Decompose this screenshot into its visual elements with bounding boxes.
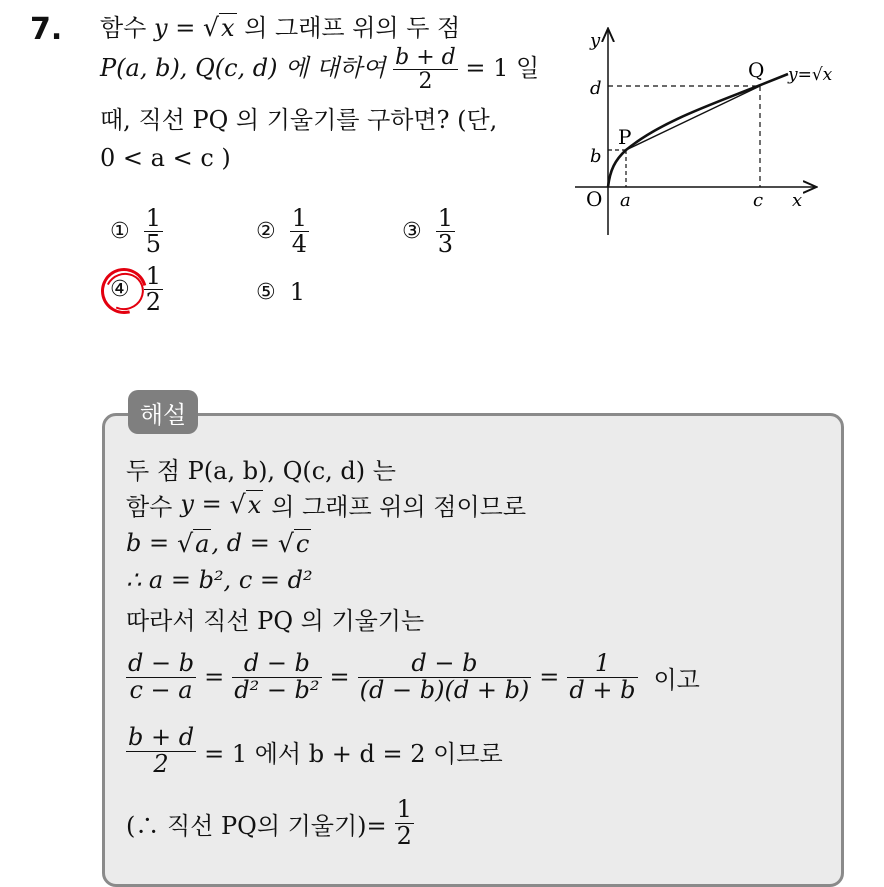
problem-number: 7. — [30, 12, 63, 47]
q-label: Q — [748, 58, 765, 82]
choice-5[interactable]: ⑤ 1 — [256, 278, 306, 306]
sqrt-curve — [608, 74, 788, 187]
sqrt-x: √x — [229, 489, 262, 519]
solution-line-5: 따라서 직선 PQ 의 기울기는 — [126, 606, 425, 635]
solution-line-6: $\frac{d - b}{c - a}$ = $\frac{d - b}{\text{d² − b²}}$ = $\frac{d - b}{(d - b)(d + b)}$ = $\frac{1}{d + b}$ 이고 — [128, 649, 700, 704]
choice-4[interactable]: ④ $\frac{1}{2}$ — [110, 262, 162, 317]
solution-line-1: 두 점 P(a, b), Q(c, d) 는 — [126, 456, 396, 485]
a-label: a — [620, 190, 631, 211]
sqrt-graph — [560, 20, 860, 240]
c-label: c — [753, 190, 764, 211]
solution-tab: 해설 — [128, 390, 198, 434]
solution-line-3: b = √a , d = √c — [126, 528, 310, 558]
question-text: = 1 일 — [465, 54, 540, 83]
origin-label: O — [586, 187, 603, 211]
question-line-3: 때, 직선 PQ 의 기울기를 구하면? (단, — [100, 106, 498, 134]
sqrt-x: √x — [202, 13, 235, 42]
question-text: 함수 — [100, 14, 147, 42]
question-text: 의 그래프 위의 두 점 — [244, 14, 461, 42]
solution-line-8: (∴ 직선 PQ의 기울기)= $\frac{1}{2}$ — [126, 795, 412, 850]
solution-line-2: 함수 y = √x 의 그래프 위의 점이므로 — [126, 489, 527, 521]
b-label: b — [590, 146, 602, 167]
choice-2[interactable]: ② $\frac{1}{4}$ — [256, 204, 308, 259]
y-equals: y = — [154, 14, 196, 42]
curve-label: y=√x — [788, 65, 833, 85]
solution-line-4: ∴ a = b², c = d² — [126, 566, 313, 594]
x-axis-label: x — [792, 190, 803, 211]
question-line-2 — [100, 46, 539, 93]
fraction-b-plus-d-over-2: $\frac{b + d}{2}$ — [395, 45, 456, 95]
choice-3[interactable]: ③ $\frac{1}{3}$ — [402, 204, 454, 259]
p-label: P — [618, 125, 632, 149]
question-text: P(a, b), Q(c, d) 에 대하여 — [100, 54, 386, 83]
d-label: d — [590, 78, 602, 99]
secant-pq — [626, 86, 760, 150]
question-line-4: 0 < a < c ) — [100, 144, 231, 172]
question-line-1 — [100, 8, 460, 48]
y-axis-label: y — [590, 30, 601, 51]
solution-line-7: $\frac{b + d}{2}$ = 1 에서 b + d = 2 이므로 — [128, 723, 503, 778]
choice-1[interactable]: ① $\frac{1}{5}$ — [110, 204, 162, 259]
